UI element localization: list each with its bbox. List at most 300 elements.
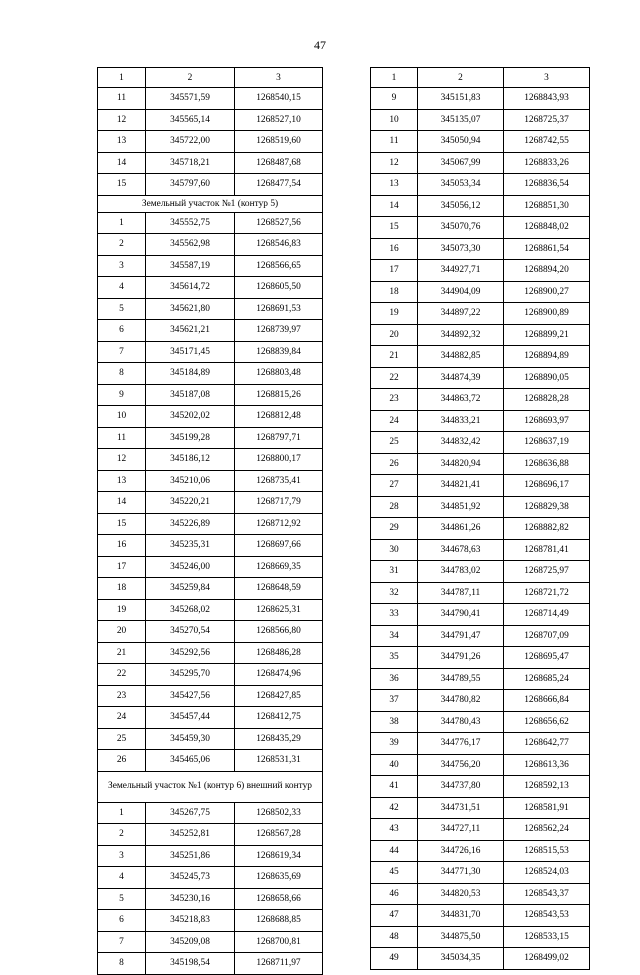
point-number-cell: 10	[371, 109, 418, 131]
table-row	[371, 174, 590, 196]
table-column-header-row	[98, 68, 323, 88]
point-number-cell: 17	[98, 556, 146, 578]
point-number-cell: 22	[371, 367, 418, 389]
y-coordinate-cell: 1268435,29	[235, 728, 323, 750]
point-number-cell: 2	[98, 824, 146, 846]
section-header-row	[98, 771, 323, 802]
y-coordinate-cell: 1268543,53	[504, 905, 590, 927]
y-coordinate-cell: 1268619,34	[235, 845, 323, 867]
column-header-point-number: 1	[98, 68, 146, 88]
x-coordinate-cell: 345209,08	[146, 931, 235, 953]
y-coordinate-cell: 1268828,28	[504, 389, 590, 411]
table-row	[371, 754, 590, 776]
y-coordinate-cell: 1268605,50	[235, 277, 323, 299]
y-coordinate-cell: 1268714,49	[504, 604, 590, 626]
table-row	[98, 845, 323, 867]
y-coordinate-cell: 1268711,97	[235, 953, 323, 975]
x-coordinate-cell: 345621,80	[146, 298, 235, 320]
x-coordinate-cell: 344780,82	[418, 690, 504, 712]
coordinates-table-right	[370, 67, 590, 970]
table-row	[98, 685, 323, 707]
table-row	[98, 341, 323, 363]
x-coordinate-cell: 344791,47	[418, 625, 504, 647]
y-coordinate-cell: 1268882,82	[504, 518, 590, 540]
x-coordinate-cell: 345199,28	[146, 427, 235, 449]
table-row	[371, 195, 590, 217]
y-coordinate-cell: 1268717,79	[235, 492, 323, 514]
point-number-cell: 24	[98, 707, 146, 729]
table-row	[98, 212, 323, 234]
x-coordinate-cell: 345259,84	[146, 578, 235, 600]
y-coordinate-cell: 1268531,31	[235, 750, 323, 772]
x-coordinate-cell: 344727,11	[418, 819, 504, 841]
y-coordinate-cell: 1268800,17	[235, 449, 323, 471]
table-row	[98, 824, 323, 846]
table-row	[371, 346, 590, 368]
point-number-cell: 12	[98, 449, 146, 471]
point-number-cell: 39	[371, 733, 418, 755]
table-row	[371, 217, 590, 239]
table-row	[371, 862, 590, 884]
x-coordinate-cell: 344783,02	[418, 561, 504, 583]
table-row	[371, 453, 590, 475]
x-coordinate-cell: 345235,31	[146, 535, 235, 557]
point-number-cell: 30	[371, 539, 418, 561]
point-number-cell: 12	[371, 152, 418, 174]
table-row	[371, 260, 590, 282]
x-coordinate-cell: 344791,26	[418, 647, 504, 669]
table-row	[98, 750, 323, 772]
table-row	[371, 797, 590, 819]
y-coordinate-cell: 1268899,21	[504, 324, 590, 346]
column-header-x: 2	[146, 68, 235, 88]
y-coordinate-cell: 1268843,93	[504, 88, 590, 110]
y-coordinate-cell: 1268613,36	[504, 754, 590, 776]
x-coordinate-cell: 344780,43	[418, 711, 504, 733]
point-number-cell: 32	[371, 582, 418, 604]
x-coordinate-cell: 345151,83	[418, 88, 504, 110]
table-row	[98, 470, 323, 492]
point-number-cell: 33	[371, 604, 418, 626]
y-coordinate-cell: 1268815,26	[235, 384, 323, 406]
x-coordinate-cell: 345614,72	[146, 277, 235, 299]
x-coordinate-cell: 345797,60	[146, 174, 235, 196]
y-coordinate-cell: 1268519,60	[235, 131, 323, 153]
y-coordinate-cell: 1268707,09	[504, 625, 590, 647]
point-number-cell: 6	[98, 320, 146, 342]
x-coordinate-cell: 345252,81	[146, 824, 235, 846]
table-row	[371, 625, 590, 647]
x-coordinate-cell: 345562,98	[146, 234, 235, 256]
y-coordinate-cell: 1268848,02	[504, 217, 590, 239]
table-row	[98, 621, 323, 643]
point-number-cell: 3	[98, 255, 146, 277]
point-number-cell: 23	[98, 685, 146, 707]
point-number-cell: 6	[98, 910, 146, 932]
table-row	[98, 535, 323, 557]
y-coordinate-cell: 1268477,54	[235, 174, 323, 196]
x-coordinate-cell: 344756,20	[418, 754, 504, 776]
point-number-cell: 22	[98, 664, 146, 686]
table-row	[371, 518, 590, 540]
table-row	[98, 578, 323, 600]
y-coordinate-cell: 1268691,53	[235, 298, 323, 320]
x-coordinate-cell: 345186,12	[146, 449, 235, 471]
table-row	[98, 642, 323, 664]
point-number-cell: 15	[98, 174, 146, 196]
point-number-cell: 1	[98, 802, 146, 824]
x-coordinate-cell: 345268,02	[146, 599, 235, 621]
x-coordinate-cell: 344927,71	[418, 260, 504, 282]
y-coordinate-cell: 1268515,53	[504, 840, 590, 862]
x-coordinate-cell: 345267,75	[146, 802, 235, 824]
y-coordinate-cell: 1268725,37	[504, 109, 590, 131]
x-coordinate-cell: 344771,30	[418, 862, 504, 884]
x-coordinate-cell: 344861,26	[418, 518, 504, 540]
x-coordinate-cell: 344790,41	[418, 604, 504, 626]
y-coordinate-cell: 1268635,69	[235, 867, 323, 889]
y-coordinate-cell: 1268527,56	[235, 212, 323, 234]
x-coordinate-cell: 344726,16	[418, 840, 504, 862]
x-coordinate-cell: 345552,75	[146, 212, 235, 234]
column-header-y: 3	[504, 68, 590, 88]
point-number-cell: 19	[98, 599, 146, 621]
point-number-cell: 14	[98, 492, 146, 514]
x-coordinate-cell: 345034,35	[418, 948, 504, 970]
point-number-cell: 5	[98, 888, 146, 910]
point-number-cell: 46	[371, 883, 418, 905]
x-coordinate-cell: 345457,44	[146, 707, 235, 729]
y-coordinate-cell: 1268900,27	[504, 281, 590, 303]
x-coordinate-cell: 344678,63	[418, 539, 504, 561]
x-coordinate-cell: 345202,02	[146, 406, 235, 428]
point-number-cell: 25	[371, 432, 418, 454]
point-number-cell: 10	[98, 406, 146, 428]
table-row	[371, 109, 590, 131]
y-coordinate-cell: 1268540,15	[235, 88, 323, 110]
x-coordinate-cell: 345621,21	[146, 320, 235, 342]
point-number-cell: 15	[371, 217, 418, 239]
y-coordinate-cell: 1268487,68	[235, 152, 323, 174]
table-row	[98, 174, 323, 196]
table-row	[371, 389, 590, 411]
x-coordinate-cell: 344820,94	[418, 453, 504, 475]
point-number-cell: 16	[371, 238, 418, 260]
point-number-cell: 11	[98, 427, 146, 449]
point-number-cell: 21	[371, 346, 418, 368]
table-row	[98, 427, 323, 449]
point-number-cell: 2	[98, 234, 146, 256]
point-number-cell: 8	[98, 363, 146, 385]
table-column-header-row	[371, 68, 590, 88]
table-row	[371, 281, 590, 303]
point-number-cell: 41	[371, 776, 418, 798]
table-row	[371, 776, 590, 798]
table-row	[98, 953, 323, 975]
table-row	[371, 539, 590, 561]
point-number-cell: 34	[371, 625, 418, 647]
y-coordinate-cell: 1268721,72	[504, 582, 590, 604]
table-row	[98, 728, 323, 750]
point-number-cell: 49	[371, 948, 418, 970]
point-number-cell: 9	[371, 88, 418, 110]
table-row	[98, 255, 323, 277]
x-coordinate-cell: 344904,09	[418, 281, 504, 303]
x-coordinate-cell: 344737,80	[418, 776, 504, 798]
column-header-point-number: 1	[371, 68, 418, 88]
point-number-cell: 14	[371, 195, 418, 217]
x-coordinate-cell: 345070,76	[418, 217, 504, 239]
x-coordinate-cell: 345292,56	[146, 642, 235, 664]
point-number-cell: 21	[98, 642, 146, 664]
x-coordinate-cell: 344820,53	[418, 883, 504, 905]
point-number-cell: 40	[371, 754, 418, 776]
point-number-cell: 7	[98, 341, 146, 363]
y-coordinate-cell: 1268543,37	[504, 883, 590, 905]
y-coordinate-cell: 1268502,33	[235, 802, 323, 824]
coordinates-table-left	[97, 67, 323, 975]
x-coordinate-cell: 345210,06	[146, 470, 235, 492]
table-row	[371, 733, 590, 755]
column-header-x: 2	[418, 68, 504, 88]
table-row	[98, 599, 323, 621]
y-coordinate-cell: 1268742,55	[504, 131, 590, 153]
table-row	[98, 867, 323, 889]
point-number-cell: 28	[371, 496, 418, 518]
point-number-cell: 48	[371, 926, 418, 948]
page-number: 47	[314, 38, 326, 52]
point-number-cell: 26	[98, 750, 146, 772]
y-coordinate-cell: 1268499,02	[504, 948, 590, 970]
point-number-cell: 5	[98, 298, 146, 320]
table-row	[371, 561, 590, 583]
y-coordinate-cell: 1268700,81	[235, 931, 323, 953]
x-coordinate-cell: 344832,42	[418, 432, 504, 454]
table-row	[98, 449, 323, 471]
table-row	[371, 367, 590, 389]
y-coordinate-cell: 1268890,05	[504, 367, 590, 389]
x-coordinate-cell: 345270,54	[146, 621, 235, 643]
point-number-cell: 4	[98, 277, 146, 299]
point-number-cell: 19	[371, 303, 418, 325]
point-number-cell: 16	[98, 535, 146, 557]
x-coordinate-cell: 344831,70	[418, 905, 504, 927]
table-row	[371, 475, 590, 497]
point-number-cell: 43	[371, 819, 418, 841]
x-coordinate-cell: 345187,08	[146, 384, 235, 406]
y-coordinate-cell: 1268695,47	[504, 647, 590, 669]
x-coordinate-cell: 344882,85	[418, 346, 504, 368]
point-number-cell: 18	[371, 281, 418, 303]
x-coordinate-cell: 345220,21	[146, 492, 235, 514]
table-row	[371, 432, 590, 454]
x-coordinate-cell: 345722,00	[146, 131, 235, 153]
point-number-cell: 11	[371, 131, 418, 153]
point-number-cell: 7	[98, 931, 146, 953]
point-number-cell: 27	[371, 475, 418, 497]
point-number-cell: 13	[98, 470, 146, 492]
x-coordinate-cell: 345171,45	[146, 341, 235, 363]
table-row	[371, 582, 590, 604]
x-coordinate-cell: 345718,21	[146, 152, 235, 174]
x-coordinate-cell: 344731,51	[418, 797, 504, 819]
y-coordinate-cell: 1268546,83	[235, 234, 323, 256]
point-number-cell: 8	[98, 953, 146, 975]
table-row	[371, 496, 590, 518]
table-row	[371, 238, 590, 260]
point-number-cell: 20	[371, 324, 418, 346]
point-number-cell: 24	[371, 410, 418, 432]
table-row	[98, 88, 323, 110]
table-row	[98, 931, 323, 953]
point-number-cell: 35	[371, 647, 418, 669]
point-number-cell: 12	[98, 109, 146, 131]
table-row	[98, 556, 323, 578]
table-row	[371, 883, 590, 905]
table-row	[98, 298, 323, 320]
table-row	[371, 840, 590, 862]
table-row	[371, 410, 590, 432]
y-coordinate-cell: 1268685,24	[504, 668, 590, 690]
table-row	[98, 277, 323, 299]
table-row	[98, 384, 323, 406]
point-number-cell: 31	[371, 561, 418, 583]
x-coordinate-cell: 345056,12	[418, 195, 504, 217]
point-number-cell: 9	[98, 384, 146, 406]
point-number-cell: 37	[371, 690, 418, 712]
x-coordinate-cell: 345050,94	[418, 131, 504, 153]
y-coordinate-cell: 1268900,89	[504, 303, 590, 325]
table-row	[98, 664, 323, 686]
point-number-cell: 29	[371, 518, 418, 540]
x-coordinate-cell: 345135,07	[418, 109, 504, 131]
y-coordinate-cell: 1268658,66	[235, 888, 323, 910]
table-row	[371, 926, 590, 948]
y-coordinate-cell: 1268592,13	[504, 776, 590, 798]
column-header-y: 3	[235, 68, 323, 88]
x-coordinate-cell: 345053,34	[418, 174, 504, 196]
table-row	[371, 948, 590, 970]
y-coordinate-cell: 1268636,88	[504, 453, 590, 475]
x-coordinate-cell: 345067,99	[418, 152, 504, 174]
table-row	[98, 234, 323, 256]
x-coordinate-cell: 345251,86	[146, 845, 235, 867]
y-coordinate-cell: 1268894,89	[504, 346, 590, 368]
x-coordinate-cell: 345245,73	[146, 867, 235, 889]
x-coordinate-cell: 345465,06	[146, 750, 235, 772]
y-coordinate-cell: 1268427,85	[235, 685, 323, 707]
y-coordinate-cell: 1268781,41	[504, 539, 590, 561]
x-coordinate-cell: 344833,21	[418, 410, 504, 432]
x-coordinate-cell: 345073,30	[418, 238, 504, 260]
y-coordinate-cell: 1268861,54	[504, 238, 590, 260]
table-row	[98, 888, 323, 910]
x-coordinate-cell: 345571,59	[146, 88, 235, 110]
y-coordinate-cell: 1268625,31	[235, 599, 323, 621]
y-coordinate-cell: 1268656,62	[504, 711, 590, 733]
table-row	[371, 131, 590, 153]
point-number-cell: 42	[371, 797, 418, 819]
x-coordinate-cell: 345565,14	[146, 109, 235, 131]
point-number-cell: 44	[371, 840, 418, 862]
table-row	[98, 707, 323, 729]
table-row	[371, 690, 590, 712]
y-coordinate-cell: 1268829,38	[504, 496, 590, 518]
point-number-cell: 36	[371, 668, 418, 690]
y-coordinate-cell: 1268812,48	[235, 406, 323, 428]
point-number-cell: 1	[98, 212, 146, 234]
y-coordinate-cell: 1268566,80	[235, 621, 323, 643]
x-coordinate-cell: 345226,89	[146, 513, 235, 535]
point-number-cell: 20	[98, 621, 146, 643]
x-coordinate-cell: 345230,16	[146, 888, 235, 910]
y-coordinate-cell: 1268567,28	[235, 824, 323, 846]
x-coordinate-cell: 344776,17	[418, 733, 504, 755]
point-number-cell: 13	[371, 174, 418, 196]
x-coordinate-cell: 344789,55	[418, 668, 504, 690]
y-coordinate-cell: 1268524,03	[504, 862, 590, 884]
section-header-row	[98, 195, 323, 212]
x-coordinate-cell: 345587,19	[146, 255, 235, 277]
point-number-cell: 15	[98, 513, 146, 535]
y-coordinate-cell: 1268669,35	[235, 556, 323, 578]
point-number-cell: 47	[371, 905, 418, 927]
y-coordinate-cell: 1268474,96	[235, 664, 323, 686]
table-row	[371, 88, 590, 110]
y-coordinate-cell: 1268797,71	[235, 427, 323, 449]
point-number-cell: 11	[98, 88, 146, 110]
y-coordinate-cell: 1268412,75	[235, 707, 323, 729]
x-coordinate-cell: 344821,41	[418, 475, 504, 497]
y-coordinate-cell: 1268839,84	[235, 341, 323, 363]
table-row	[371, 324, 590, 346]
y-coordinate-cell: 1268712,92	[235, 513, 323, 535]
table-row	[98, 109, 323, 131]
y-coordinate-cell: 1268666,84	[504, 690, 590, 712]
table-row	[371, 711, 590, 733]
point-number-cell: 18	[98, 578, 146, 600]
table-row	[371, 604, 590, 626]
x-coordinate-cell: 344874,39	[418, 367, 504, 389]
y-coordinate-cell: 1268566,65	[235, 255, 323, 277]
x-coordinate-cell: 345184,89	[146, 363, 235, 385]
y-coordinate-cell: 1268486,28	[235, 642, 323, 664]
point-number-cell: 25	[98, 728, 146, 750]
y-coordinate-cell: 1268648,59	[235, 578, 323, 600]
y-coordinate-cell: 1268533,15	[504, 926, 590, 948]
x-coordinate-cell: 344863,72	[418, 389, 504, 411]
point-number-cell: 14	[98, 152, 146, 174]
x-coordinate-cell: 344851,92	[418, 496, 504, 518]
table-row	[98, 320, 323, 342]
table-row	[98, 363, 323, 385]
x-coordinate-cell: 344897,22	[418, 303, 504, 325]
table-row	[98, 910, 323, 932]
table-row	[98, 492, 323, 514]
x-coordinate-cell: 345246,00	[146, 556, 235, 578]
y-coordinate-cell: 1268581,91	[504, 797, 590, 819]
x-coordinate-cell: 345218,83	[146, 910, 235, 932]
y-coordinate-cell: 1268739,97	[235, 320, 323, 342]
point-number-cell: 23	[371, 389, 418, 411]
table-row	[371, 668, 590, 690]
y-coordinate-cell: 1268642,77	[504, 733, 590, 755]
y-coordinate-cell: 1268833,26	[504, 152, 590, 174]
table-row	[98, 152, 323, 174]
point-number-cell: 3	[98, 845, 146, 867]
y-coordinate-cell: 1268696,17	[504, 475, 590, 497]
point-number-cell: 38	[371, 711, 418, 733]
